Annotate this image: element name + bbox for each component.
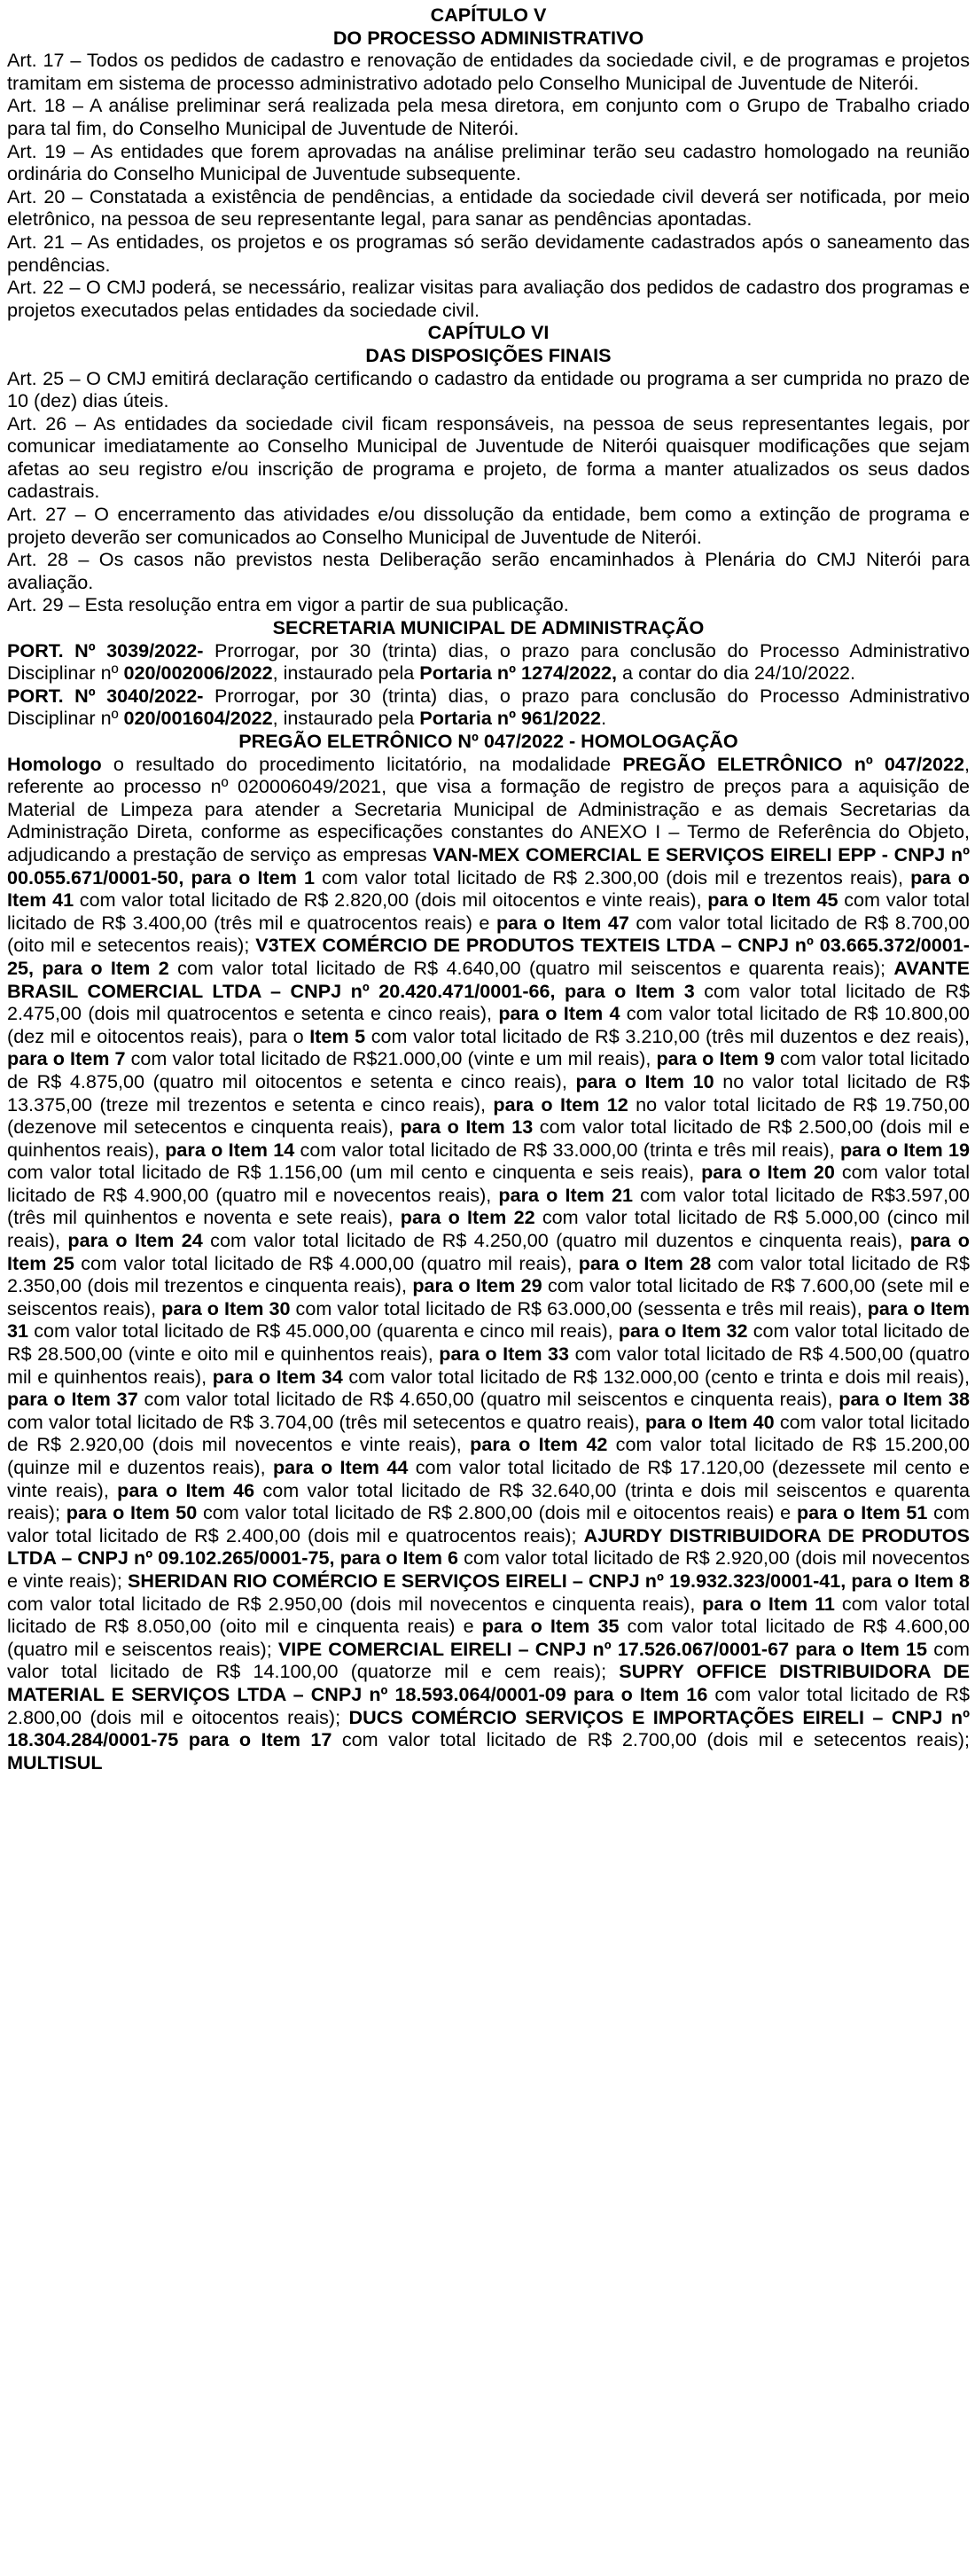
pregao-bold-segment: Item 5 bbox=[309, 1024, 366, 1047]
pregao-bold-segment: para o Item 32 bbox=[618, 1319, 748, 1343]
article-26: Art. 26 – As entidades da sociedade civil ficam responsáveis, na pessoa de seus representantes legais, por comunicar imediatamente ao Conselho Municipal de Juventude de Niterói quaisquer modificações que sejam afetas ao seu registro e/ou inscrição de programa e projeto, de forma a manter atualizados os seus dados cadastrais. bbox=[7, 411, 970, 503]
pregao-bold-segment: para o Item 40 bbox=[644, 1410, 775, 1433]
pregao-bold-segment: para o Item 46 bbox=[117, 1478, 255, 1501]
portaria-3039-reference: Portaria nº 1274/2022, bbox=[419, 662, 618, 685]
portaria-3039-label: PORT. Nº 3039/2022- bbox=[7, 638, 204, 662]
pregao-text-segment: com valor total licitado de R$ 28.500,00 (vinte e oito mil e quinhentos reais), bbox=[7, 1319, 970, 1366]
pregao-text-segment: com valor total licitado de R$ 45.000,00 (quarenta e cinco mil reais), bbox=[28, 1319, 619, 1343]
pregao-bold-segment: SUPRY OFFICE DISTRIBUIDORA DE MATERIAL E SERVIÇOS LTDA – CNPJ nº 18.593.064/0001-09 para o Item 16 bbox=[7, 1660, 971, 1705]
pregao-bold-segment: para o Item 24 bbox=[67, 1229, 203, 1252]
portaria-3039-paragraph bbox=[7, 639, 970, 685]
article-21: Art. 21 – As entidades, os projetos e os programas só serão devidamente cadastrados após o saneamento das pendências. bbox=[7, 230, 970, 276]
pregao-bold-segment: para o Item 25 bbox=[7, 1229, 970, 1274]
portaria-3040-paragraph bbox=[7, 685, 970, 730]
pregao-text-segment: com valor total licitado de R$ 15.200,00 (quinze mil e duzentos reais), bbox=[7, 1433, 970, 1478]
pregao-text-segment: o resultado do procedimento licitatório, na modalidade bbox=[101, 752, 623, 775]
pregao-bold-segment: VAN-MEX COMERCIAL E SERVIÇOS EIRELI EPP - CNPJ nº 00.055.671/0001-50, para o Item 1 bbox=[7, 842, 971, 889]
chapter-6-subheading: DAS DISPOSIÇÕES FINAIS bbox=[365, 343, 612, 366]
pregao-bold-segment: para o Item 37 bbox=[7, 1388, 138, 1411]
pregao-bold-segment: para o Item 4 bbox=[498, 1002, 620, 1025]
pregao-text-segment: com valor total licitado de R$ 8.050,00 (oito mil e cinquenta reais) e bbox=[7, 1592, 970, 1638]
pregao-bold-segment: para o Item 10 bbox=[575, 1069, 714, 1092]
pregao-bold-segment: AJURDY DISTRIBUIDORA DE PRODUTOS LTDA – CNPJ nº 09.102.265/0001-75, para o Item 6 bbox=[7, 1523, 971, 1570]
pregao-text-segment: com valor total licitado de R$ 2.820,00 (dois mil oitocentos e vinte reais), bbox=[74, 889, 708, 912]
pregao-bold-segment: para o Item 47 bbox=[495, 911, 629, 934]
pregao-text-segment: no valor total licitado de R$ 13.375,00 (treze mil trezentos e setenta e cinco reais), bbox=[7, 1069, 970, 1116]
pregao-bold-segment: para o Item 12 bbox=[493, 1092, 628, 1116]
pregao-text-segment: com valor total licitado de R$ 2.300,00 (dois mil e trezentos reais), bbox=[315, 865, 911, 889]
pregao-bold-segment: para o Item 33 bbox=[439, 1343, 570, 1366]
pregao-text-segment: com valor total licitado de R$ 2.500,00 (dois mil e quinhentos reais), bbox=[7, 1116, 970, 1161]
pregao-bold-segment: para o Item 35 bbox=[481, 1615, 620, 1638]
pregao-bold-segment: para o Item 34 bbox=[212, 1365, 343, 1388]
chapter-6-heading: CAPÍTULO VI bbox=[427, 321, 550, 344]
pregao-bold-segment: MULTISUL bbox=[7, 1750, 103, 1773]
pregao-text-segment: com valor total licitado de R$ 8.700,00 (oito mil e setecentos reais); bbox=[7, 911, 970, 957]
pregao-bold-segment: para o Item 21 bbox=[498, 1183, 633, 1206]
pregao-bold-segment: SHERIDAN RIO COMÉRCIO E SERVIÇOS EIRELI – CNPJ nº 19.932.323/0001-41, para o Item 8 bbox=[128, 1569, 970, 1592]
pregao-text-segment: com valor total licitado de R$ 2.920,00 (dois mil novecentos e vinte reais); bbox=[7, 1546, 970, 1592]
pregao-text-segment: com valor total licitado de R$21.000,00 (vinte e um mil reais), bbox=[125, 1047, 657, 1070]
pregao-text-segment: com valor total licitado de R$ 4.640,00 (quatro mil seiscentos e quarenta reais); bbox=[168, 956, 894, 979]
pregao-text-segment: com valor total licitado de R$ 2.800,00 (dois mil e oitocentos reais) e bbox=[197, 1501, 797, 1524]
pregao-bold-segment: para o Item 41 bbox=[7, 865, 970, 912]
article-25: Art. 25 – O CMJ emitirá declaração certificando o cadastro da entidade ou programa a ser cumprida no prazo de 10 (dez) dias úteis. bbox=[7, 366, 970, 412]
pregao-bold-segment: para o Item 42 bbox=[470, 1433, 608, 1456]
pregao-text-segment: com valor total licitado de R$ 4.600,00 (quatro mil e seiscentos reais); bbox=[7, 1615, 970, 1660]
pregao-text-segment: com valor total licitado de R$ 32.640,00 (trinta e dois mil seiscentos e quarenta reais); bbox=[7, 1478, 970, 1524]
pregao-bold-segment: VIPE COMERCIAL EIRELI – CNPJ nº 17.526.067/0001-67 para o Item 15 bbox=[277, 1637, 928, 1660]
pregao-text-segment: com valor total licitado de R$ 3.210,00 (três mil duzentos e dez reais), bbox=[365, 1024, 970, 1047]
pregao-bold-segment: para o Item 22 bbox=[400, 1206, 535, 1229]
pregao-text-segment: com valor total licitado de R$ 2.700,00 (dois mil e setecentos reais); bbox=[332, 1728, 970, 1751]
pregao-text-segment: , referente ao processo nº 020006049/2021, que visa a formação de registro de preços para a aquisição de Material de Limpeza para atender a Secretaria Municipal de Administração e as demais Secretarias da Administração Direta, conforme as especificações constantes do ANEXO I – Termo de Referência do Objeto, adjudicando a prestação de serviço as empresas bbox=[7, 752, 970, 865]
pregao-text-segment: com valor total licitado de R$ 5.000,00 (cinco mil reais), bbox=[7, 1206, 970, 1252]
pregao-bold-segment: para o Item 9 bbox=[656, 1047, 775, 1070]
pregao-text-segment: com valor total licitado de R$ 2.475,00 (dois mil quatrocentos e setenta e cinco reais), bbox=[7, 979, 971, 1025]
pregao-bold-segment: para o Item 28 bbox=[578, 1251, 712, 1274]
pregao-bold-segment: PREGÃO ELETRÔNICO nº 047/2022 bbox=[622, 752, 964, 775]
pregao-text-segment: com valor total licitado de R$ 33.000,00 (trinta e três mil reais), bbox=[294, 1138, 840, 1161]
pregao-text-segment: com valor total licitado de R$ 2.920,00 (dois mil novecentos e vinte reais), bbox=[7, 1410, 970, 1456]
article-17: Art. 17 – Todos os pedidos de cadastro e renovação de entidades da sociedade civil, e de programas e projetos tramitam em sistema de processo administrativo adotado pelo Conselho Municipal de Juventude de Niterói. bbox=[7, 49, 970, 94]
pregao-text-segment: com valor total licitado de R$ 7.600,00 (sete mil e seiscentos reais), bbox=[7, 1274, 970, 1319]
pregao-text-segment: com valor total licitado de R$ 4.875,00 (quatro mil oitocentos e setenta e cinco reais), bbox=[7, 1047, 970, 1092]
pregao-text-segment: com valor total licitado de R$ 14.100,00 (quatorze mil e cem reais); bbox=[7, 1637, 970, 1683]
portaria-3040-reference: Portaria nº 961/2022 bbox=[419, 707, 602, 730]
pregao-text-segment: com valor total licitado de R$ 2.350,00 (dois mil trezentos e cinquenta reais), bbox=[7, 1251, 970, 1297]
article-19: Art. 19 – As entidades que forem aprovadas na análise preliminar terão seu cadastro homologado na reunião ordinária do Conselho Municipal de Juventude subsequente. bbox=[7, 139, 970, 185]
article-20: Art. 20 – Constatada a existência de pendências, a entidade da sociedade civil deverá ser notificada, por meio eletrônico, na pessoa de seu representante legal, para sanar as pendências apontadas. bbox=[7, 184, 970, 231]
portaria-3039-text-2: , instaurado pela bbox=[272, 662, 420, 685]
pregao-text-segment: com valor total licitado de R$ 132.000,00 (cento e trinta e dois mil reais), bbox=[342, 1365, 970, 1388]
article-22: Art. 22 – O CMJ poderá, se necessário, realizar visitas para avaliação dos pedidos de cadastro dos programas e projetos executados pelas entidades da sociedade civil. bbox=[7, 276, 970, 321]
pregao-text-segment: com valor total licitado de R$ 63.000,00 (sessenta e três mil reais), bbox=[290, 1296, 868, 1319]
pregao-heading: PREGÃO ELETRÔNICO Nº 047/2022 - HOMOLOGAÇÃO bbox=[238, 730, 738, 752]
pregao-bold-segment: Homologo bbox=[7, 752, 102, 775]
pregao-text-segment: com valor total licitado de R$ 4.500,00 (quatro mil e quinhentos reais), bbox=[7, 1343, 970, 1388]
pregao-text-segment: com valor total licitado de R$ 4.000,00 (quatro mil reais), bbox=[74, 1251, 579, 1274]
pregao-bold-segment: para o Item 44 bbox=[272, 1456, 409, 1478]
pregao-text-segment: com valor total licitado de R$ 3.704,00 (três mil setecentos e quatro reais), bbox=[7, 1410, 645, 1433]
pregao-text-segment: com valor total licitado de R$ 1.156,00 (um mil cento e cinquenta e seis reais), bbox=[7, 1161, 702, 1184]
article-28: Art. 28 – Os casos não previstos nesta Deliberação serão encaminhados à Plenária do CMJ Niterói para avaliação. bbox=[7, 548, 970, 593]
portaria-3040-text: Prorrogar, por 30 (trinta) dias, o prazo para conclusão do Processo Administrativo Disciplinar nº bbox=[7, 684, 970, 730]
portaria-3040-text-2: , instaurado pela bbox=[272, 707, 420, 730]
portaria-3040-text-3: . bbox=[601, 707, 607, 730]
pregao-bold-segment: para o Item 51 bbox=[796, 1501, 928, 1524]
pregao-text-segment: com valor total licitado de R$ 2.950,00 (dois mil novecentos e cinquenta reais), bbox=[7, 1592, 703, 1615]
pregao-bold-segment: para o Item 30 bbox=[161, 1296, 291, 1319]
pregao-text-segment: com valor total licitado de R$ 3.400,00 (três mil e quatrocentos reais) e bbox=[7, 889, 970, 934]
portaria-3040-label: PORT. Nº 3040/2022- bbox=[7, 684, 204, 707]
portaria-3040-process: 020/001604/2022 bbox=[123, 707, 273, 730]
pregao-bold-segment: para o Item 38 bbox=[838, 1388, 970, 1411]
pregao-bold-segment: para o Item 13 bbox=[400, 1116, 534, 1139]
pregao-text-segment: com valor total licitado de R$ 2.800,00 (dois mil e oitocentos reais); bbox=[7, 1682, 970, 1728]
pregao-bold-segment: para o Item 20 bbox=[701, 1161, 835, 1184]
pregao-bold-segment: para o Item 50 bbox=[66, 1501, 198, 1524]
pregao-bold-segment: para o Item 45 bbox=[707, 889, 838, 912]
portaria-3039-text: Prorrogar, por 30 (trinta) dias, o prazo para conclusão do Processo Administrativo Disciplinar nº bbox=[7, 638, 970, 685]
portaria-3039-text-3: a contar do dia 24/10/2022. bbox=[617, 662, 855, 685]
pregao-homologation-paragraph bbox=[7, 753, 970, 1774]
pregao-bold-segment: AVANTE BRASIL COMERCIAL LTDA – CNPJ nº 20.420.471/0001-66, para o Item 3 bbox=[7, 956, 970, 1002]
pregao-bold-segment: para o Item 14 bbox=[165, 1138, 295, 1161]
chapter-5-subheading: DO PROCESSO ADMINISTRATIVO bbox=[332, 26, 644, 49]
pregao-bold-segment: para o Item 31 bbox=[7, 1296, 970, 1343]
article-18: Art. 18 – A análise preliminar será realizada pela mesa diretora, em conjunto com o Grupo de Trabalho criado para tal fim, do Conselho Municipal de Juventude de Niterói. bbox=[7, 94, 970, 139]
pregao-text-segment: com valor total licitado de R$ 2.400,00 (dois mil e quatrocentos reais); bbox=[7, 1501, 970, 1546]
pregao-bold-segment: para o Item 7 bbox=[7, 1047, 126, 1070]
chapter-5-heading: CAPÍTULO V bbox=[430, 4, 547, 26]
pregao-text-segment: com valor total licitado de R$3.597,00 (três mil quinhentos e noventa e sete reais), bbox=[7, 1183, 970, 1229]
article-29: Art. 29 – Esta resolução entra em vigor a partir de sua publicação. bbox=[7, 593, 569, 616]
pregao-bold-segment: para o Item 29 bbox=[412, 1274, 542, 1297]
pregao-text-segment: com valor total licitado de R$ 17.120,00 (dezessete mil cento e vinte reais), bbox=[7, 1456, 970, 1501]
pregao-bold-segment: V3TEX COMÉRCIO DE PRODUTOS TEXTEIS LTDA – CNPJ nº 03.665.372/0001-25, para o Item 2 bbox=[7, 934, 970, 979]
pregao-text-segment: com valor total licitado de R$ 4.650,00 (quatro mil seiscentos e cinquenta reais), bbox=[137, 1388, 839, 1411]
pregao-bold-segment: para o Item 11 bbox=[702, 1592, 835, 1615]
pregao-bold-segment: para o Item 19 bbox=[839, 1138, 970, 1161]
pregao-bold-segment: DUCS COMÉRCIO SERVIÇOS E IMPORTAÇÕES EIRELI – CNPJ nº 18.304.284/0001-75 para o Item 17 bbox=[7, 1705, 970, 1751]
secretaria-heading: SECRETARIA MUNICIPAL DE ADMINISTRAÇÃO bbox=[272, 616, 705, 639]
pregao-text-segment: com valor total licitado de R$ 4.900,00 (quatro mil e novecentos reais), bbox=[7, 1161, 970, 1206]
pregao-text-segment: com valor total licitado de R$ 10.800,00 (dez mil e oitocentos reais), para o bbox=[7, 1002, 970, 1047]
pregao-text-segment: com valor total licitado de R$ 4.250,00 (quatro mil duzentos e cinquenta reais), bbox=[202, 1229, 910, 1252]
portaria-3039-process: 020/002006/2022 bbox=[123, 662, 273, 685]
pregao-text-segment: no valor total licitado de R$ 19.750,00 (dezenove mil setecentos e cinquenta reais), bbox=[7, 1092, 970, 1139]
article-27: Art. 27 – O encerramento das atividades e/ou dissolução da entidade, bem como a extinção de programa e projeto deverão ser comunicados ao Conselho Municipal de Juventude de Niterói. bbox=[7, 503, 970, 548]
